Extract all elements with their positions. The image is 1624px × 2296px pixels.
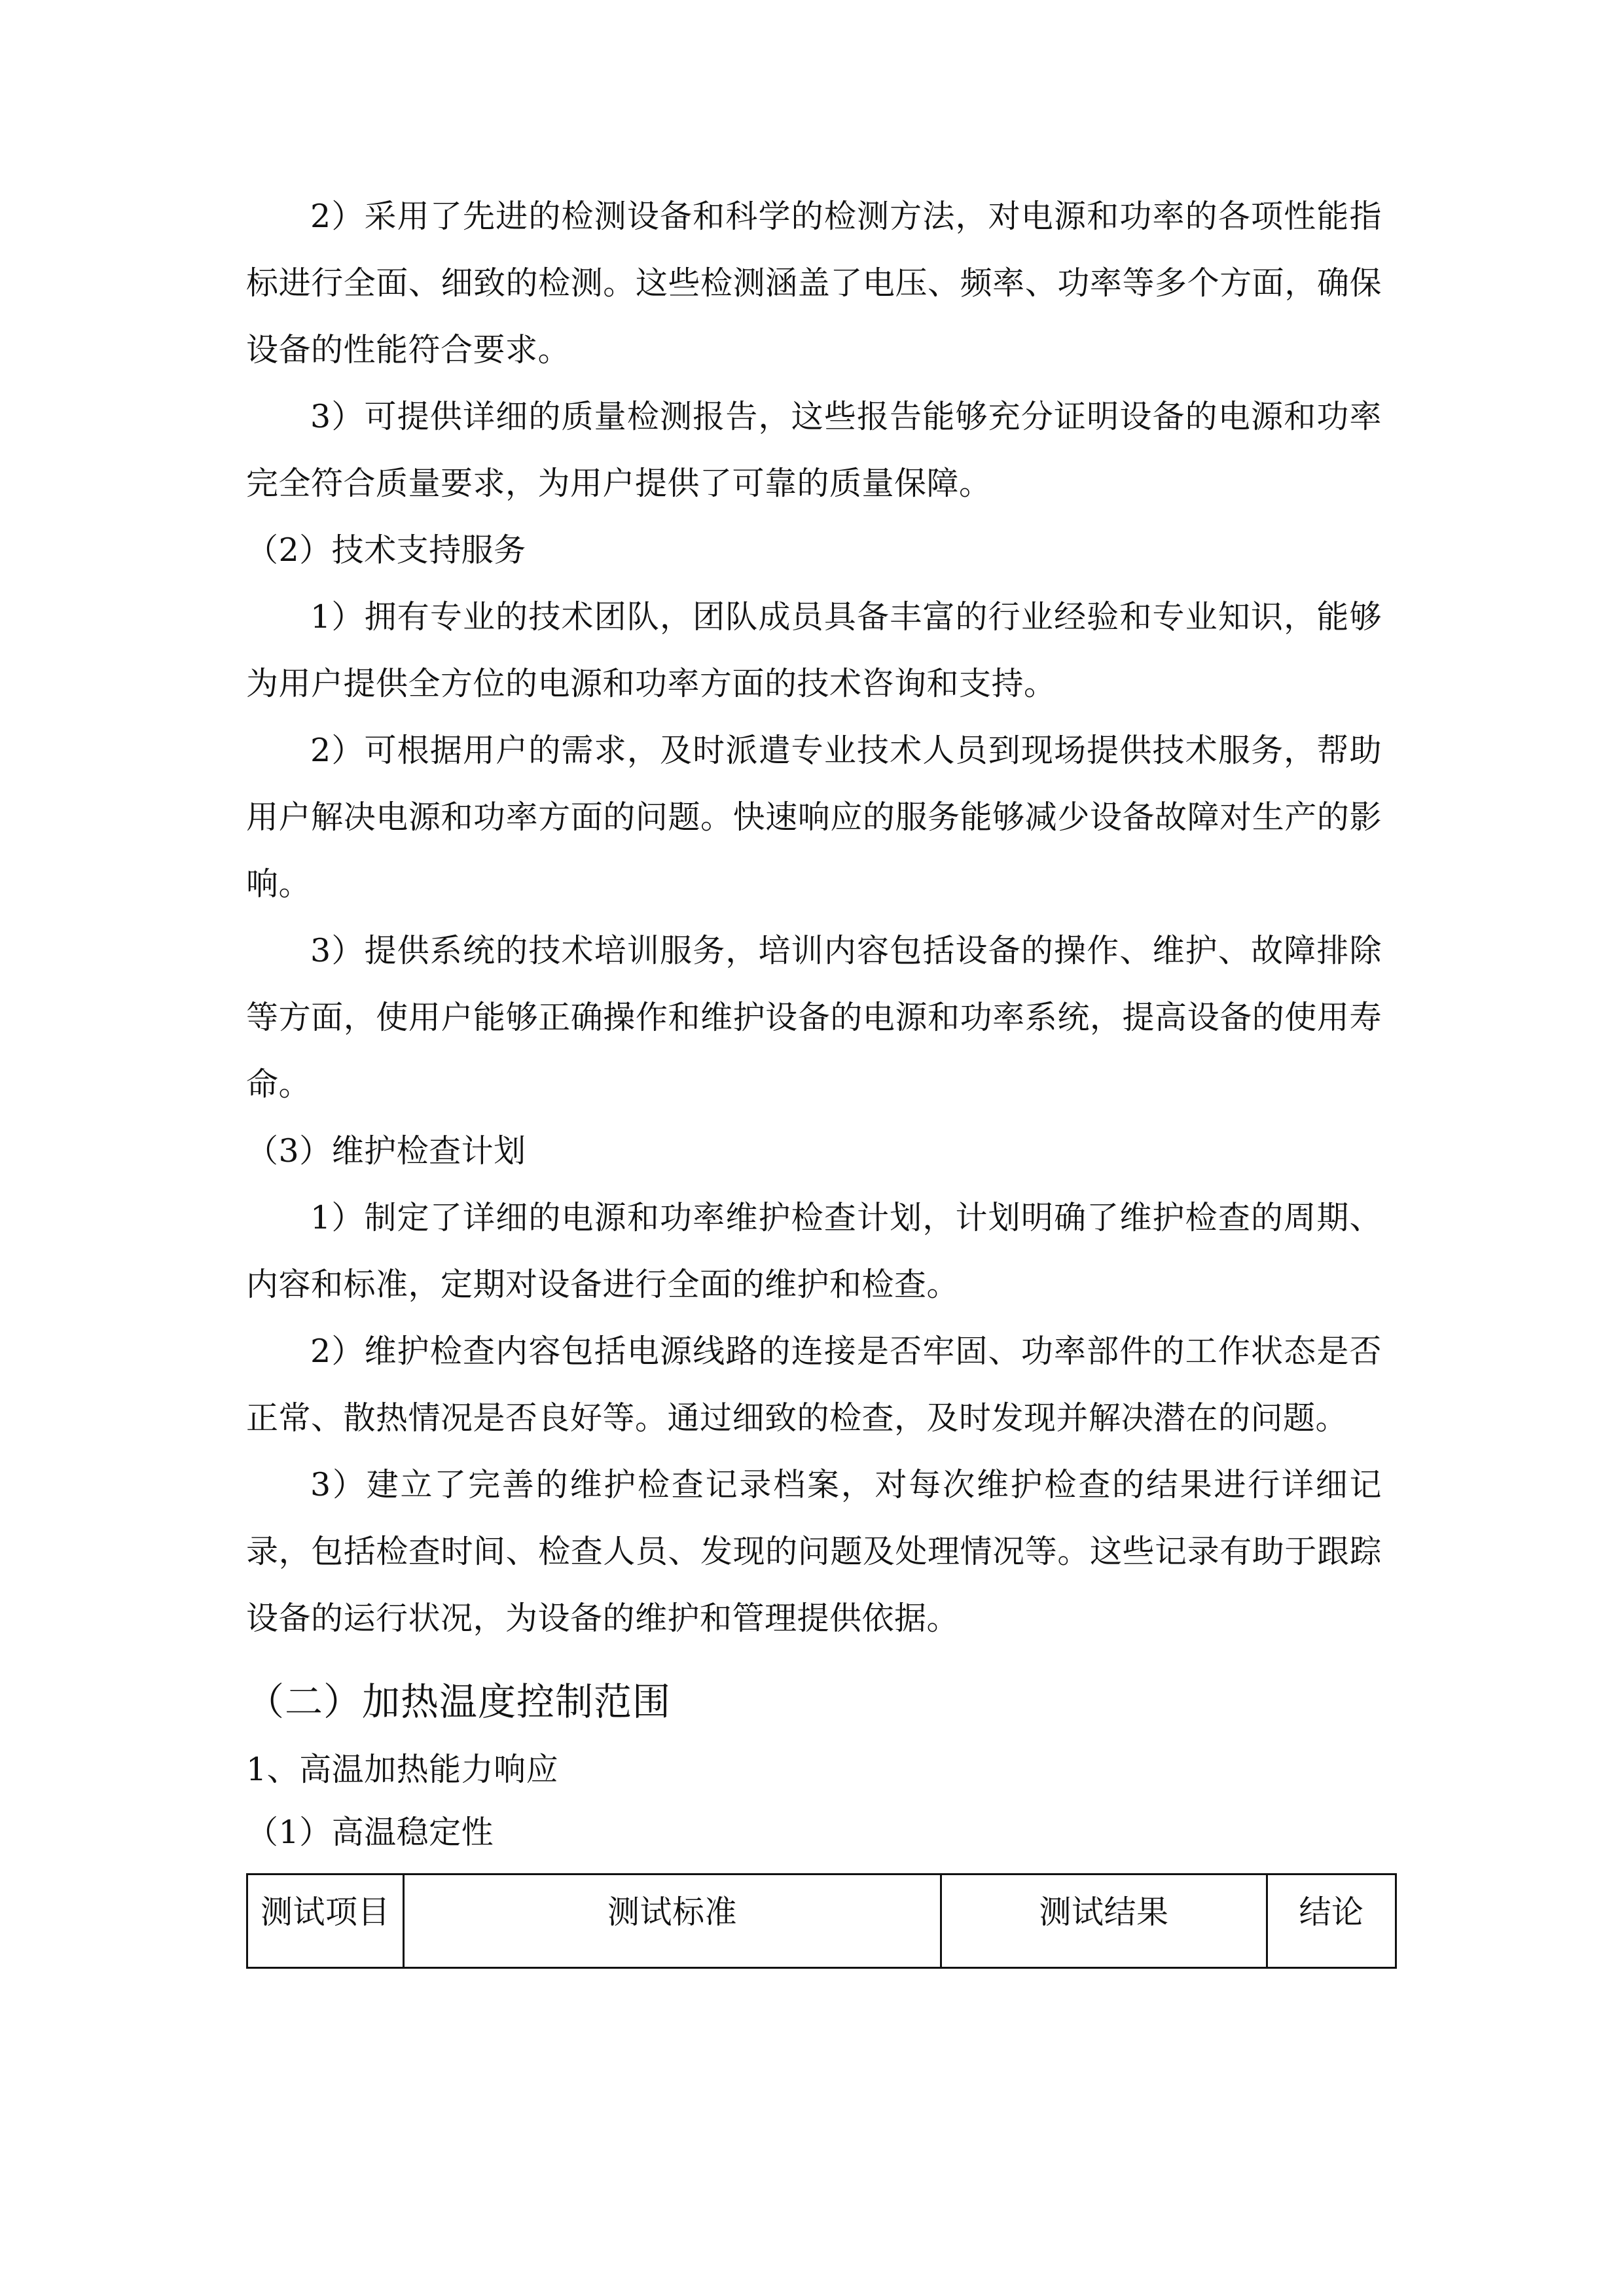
paragraph-maintenance-schedule: 1）制定了详细的电源和功率维护检查计划，计划明确了维护检查的周期、内容和标准，定期对设备进行全面的维护和检查。: [246, 1199, 1382, 1303]
paragraph-onsite-service: 2）可根据用户的需求，及时派遣专业技术人员到现场提供技术服务，帮助用户解决电源和功率方面的问题。快速响应的服务能够减少设备故障对生产的影响。: [246, 732, 1382, 903]
paragraph-professional-team: 1）拥有专业的技术团队，团队成员具备丰富的行业经验和专业知识，能够为用户提供全方位的电源和功率方面的技术咨询和支持。: [246, 598, 1382, 702]
table-header-test-item: 测试项目: [247, 1874, 404, 1968]
test-results-table: [246, 1873, 1397, 1969]
table-header-test-standard: 测试标准: [404, 1874, 941, 1968]
subheading-maintenance-plan: （3）维护检查计划: [246, 1132, 526, 1170]
section-heading-temperature-range: （二）加热温度控制范围: [246, 1679, 672, 1724]
paragraph-quality-report: 3）可提供详细的质量检测报告，这些报告能够充分证明设备的电源和功率完全符合质量要求，为用户提供了可靠的质量保障。: [246, 398, 1382, 502]
table-header-row: [247, 1874, 1396, 1968]
subheading-high-temp-stability: （1）高温稳定性: [246, 1814, 494, 1851]
item-heading-high-temp-capability: 1、高温加热能力响应: [246, 1751, 559, 1788]
paragraph-training-service: 3）提供系统的技术培训服务，培训内容包括设备的操作、维护、故障排除等方面，使用户能够正确操作和维护设备的电源和功率系统，提高设备的使用寿命。: [246, 932, 1382, 1103]
table-header-test-result: 测试结果: [941, 1874, 1267, 1968]
paragraph-maintenance-records: 3）建立了完善的维护检查记录档案，对每次维护检查的结果进行详细记录，包括检查时间、检查人员、发现的问题及处理情况等。这些记录有助于跟踪设备的运行状况，为设备的维护和管理提供依据。: [246, 1466, 1382, 1637]
table-header-conclusion: 结论: [1267, 1874, 1396, 1968]
paragraph-maintenance-contents: 2）维护检查内容包括电源线路的连接是否牢固、功率部件的工作状态是否正常、散热情况是否良好等。通过细致的检查，及时发现并解决潜在的问题。: [246, 1333, 1382, 1437]
subheading-technical-support: （2）技术支持服务: [246, 531, 526, 569]
document-body: [246, 183, 1382, 1969]
paragraph-detection-methods: 2）采用了先进的检测设备和科学的检测方法，对电源和功率的各项性能指标进行全面、细致的检测。这些检测涵盖了电压、频率、功率等多个方面，确保设备的性能符合要求。: [246, 198, 1382, 368]
